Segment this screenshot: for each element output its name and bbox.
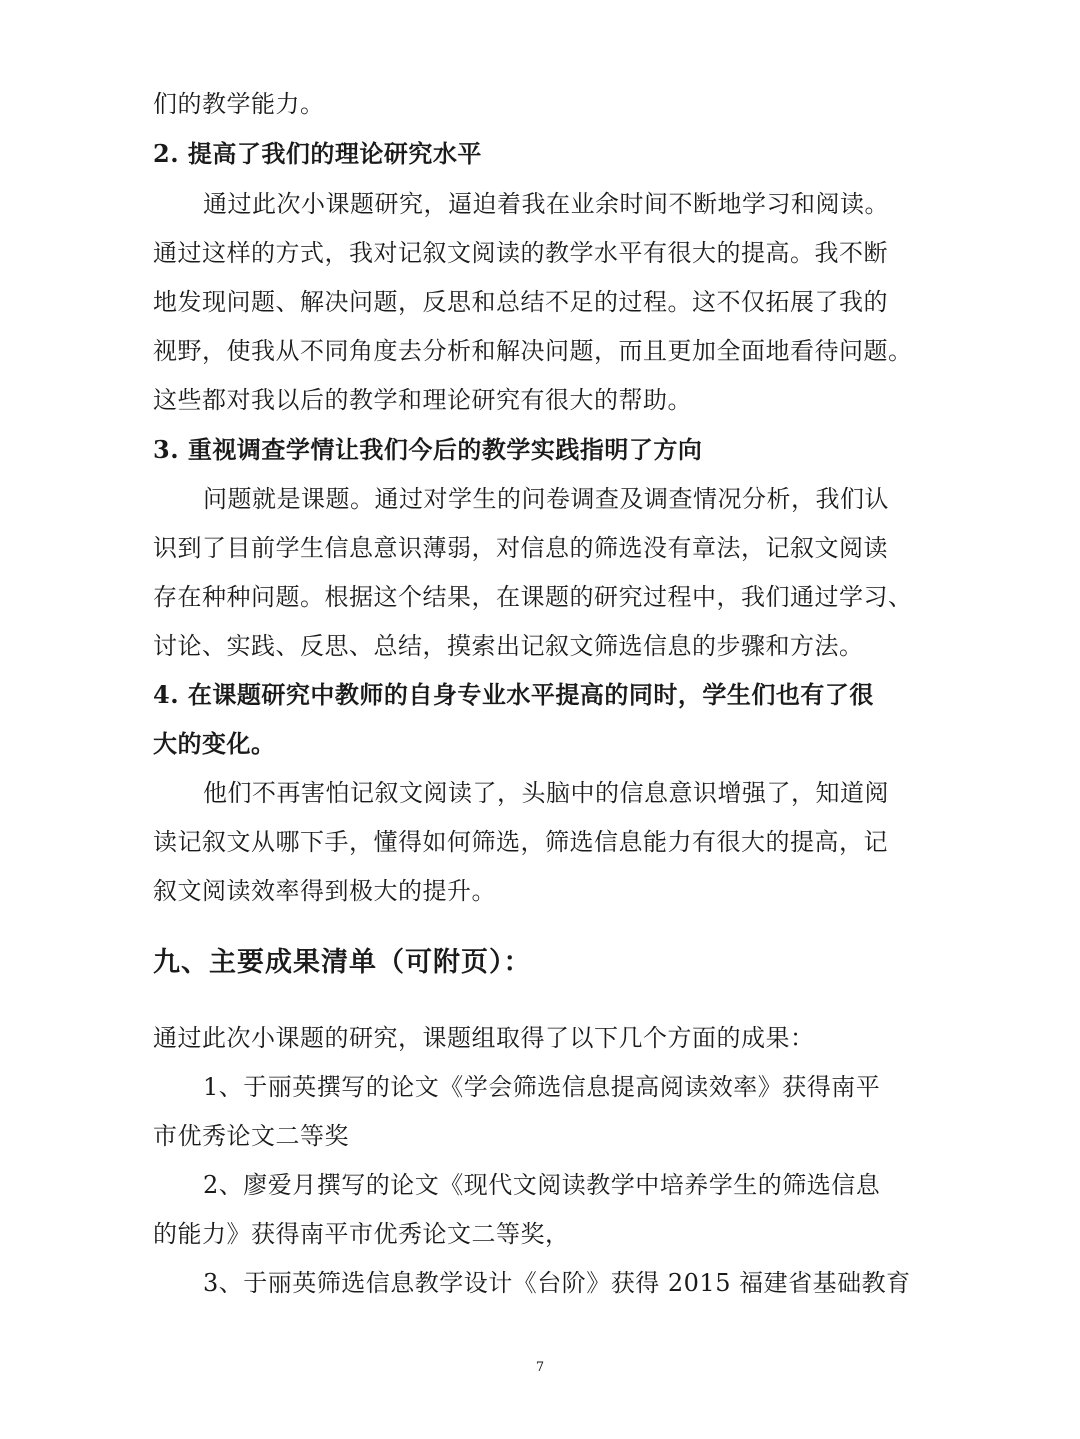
subheading-4: 4. 在课题研究中教师的自身专业水平提高的同时，学生们也有了很 — [153, 680, 874, 709]
paragraph-line: 叙文阅读效率得到极大的提升。 — [153, 877, 496, 905]
paragraph-line: 地发现问题、解决问题，反思和总结不足的过程。这不仅拓展了我的 — [153, 288, 888, 316]
paragraph-line: 通过此次小课题研究，逼迫着我在业余时间不断地学习和阅读。 — [203, 190, 889, 218]
paragraph-line: 通过此次小课题的研究，课题组取得了以下几个方面的成果： — [153, 1024, 815, 1052]
list-item-cont: 市优秀论文二等奖 — [153, 1122, 349, 1150]
paragraph-line: 讨论、实践、反思、总结，摸索出记叙文筛选信息的步骤和方法。 — [153, 632, 864, 660]
paragraph-line: 们的教学能力。 — [153, 90, 325, 118]
paragraph-line: 这些都对我以后的教学和理论研究有很大的帮助。 — [153, 386, 692, 414]
list-item: 1、于丽英撰写的论文《学会筛选信息提高阅读效率》获得南平 — [203, 1073, 881, 1101]
page-number: 7 — [535, 1360, 545, 1375]
paragraph-line: 问题就是课题。通过对学生的问卷调查及调查情况分析，我们认 — [203, 485, 889, 513]
paragraph-line: 读记叙文从哪下手，懂得如何筛选，筛选信息能力有很大的提高，记 — [153, 828, 888, 856]
list-item-cont: 的能力》获得南平市优秀论文二等奖， — [153, 1220, 570, 1248]
list-item: 2、廖爱月撰写的论文《现代文阅读教学中培养学生的筛选信息 — [203, 1171, 881, 1199]
subheading-3: 3. 重视调查学情让我们今后的教学实践指明了方向 — [153, 435, 703, 464]
paragraph-line: 识到了目前学生信息意识薄弱，对信息的筛选没有章法，记叙文阅读 — [153, 534, 888, 562]
paragraph-line: 他们不再害怕记叙文阅读了，头脑中的信息意识增强了，知道阅 — [203, 779, 889, 807]
section-heading: 九、主要成果清单（可附页）： — [153, 947, 532, 978]
subheading-2: 2. 提高了我们的理论研究水平 — [153, 139, 482, 168]
paragraph-line: 视野，使我从不同角度去分析和解决问题，而且更加全面地看待问题。 — [153, 337, 913, 365]
paragraph-line: 存在种种问题。根据这个结果，在课题的研究过程中，我们通过学习、 — [153, 583, 913, 611]
paragraph-line: 通过这样的方式，我对记叙文阅读的教学水平有很大的提高。我不断 — [153, 239, 888, 267]
list-item: 3、于丽英筛选信息教学设计《台阶》获得 2015 福建省基础教育 — [203, 1269, 911, 1297]
subheading-4-cont: 大的变化。 — [153, 729, 276, 758]
